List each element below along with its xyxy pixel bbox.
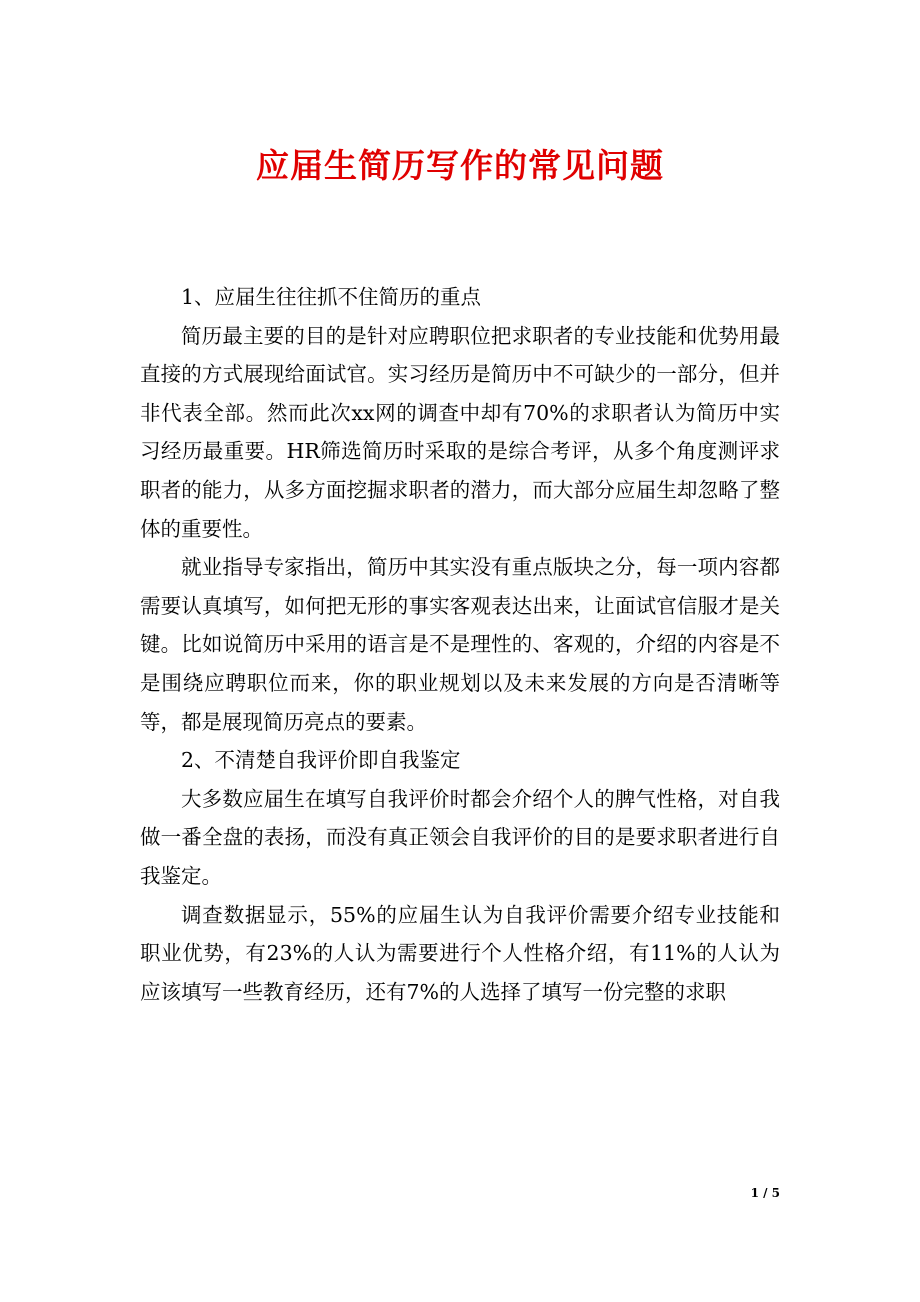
body-paragraph: 大多数应届生在填写自我评价时都会介绍个人的脾气性格，对自我做一番全盘的表扬，而没有真正领会自我评价的目的是要求职者进行自我鉴定。 [140,786,780,888]
page-number: 1 / 5 [750,1186,780,1200]
document-title: 应届生简历写作的常见问题 [256,146,664,185]
body-paragraph: 调查数据显示，55%的应届生认为自我评价需要介绍专业技能和职业优势，有23%的人认为需要进行个人性格介绍，有11%的人认为应该填写一些教育经历，还有7%的人选择了填写一份完整的求职 [140,902,780,1004]
section-heading-2: 2、不清楚自我评价即自我鉴定 [181,748,461,773]
body-paragraph: 简历最主要的目的是针对应聘职位把求职者的专业技能和优势用最直接的方式展现给面试官。实习经历是简历中不可缺少的一部分，但并非代表全部。然而此次xx网的调查中却有70%的求职者认为简历中实习经历最重要。HR筛选简历时采取的是综合考评，从多个角度测评求职者的能力，从多方面挖掘求职者的潜力，而大部分应届生却忽略了整体的重要性。 [140,323,780,541]
section-heading-1: 1、应届生往往抓不住简历的重点 [181,285,482,309]
document-body [140,278,780,1011]
body-paragraph: 就业指导专家指出，简历中其实没有重点版块之分，每一项内容都需要认真填写，如何把无形的事实客观表达出来，让面试官信服才是关键。比如说简历中采用的语言是不是理性的、客观的，介绍的内容是不是围绕应聘职位而来，你的职业规划以及未来发展的方向是否清晰等等，都是展现简历亮点的要素。 [140,555,780,734]
